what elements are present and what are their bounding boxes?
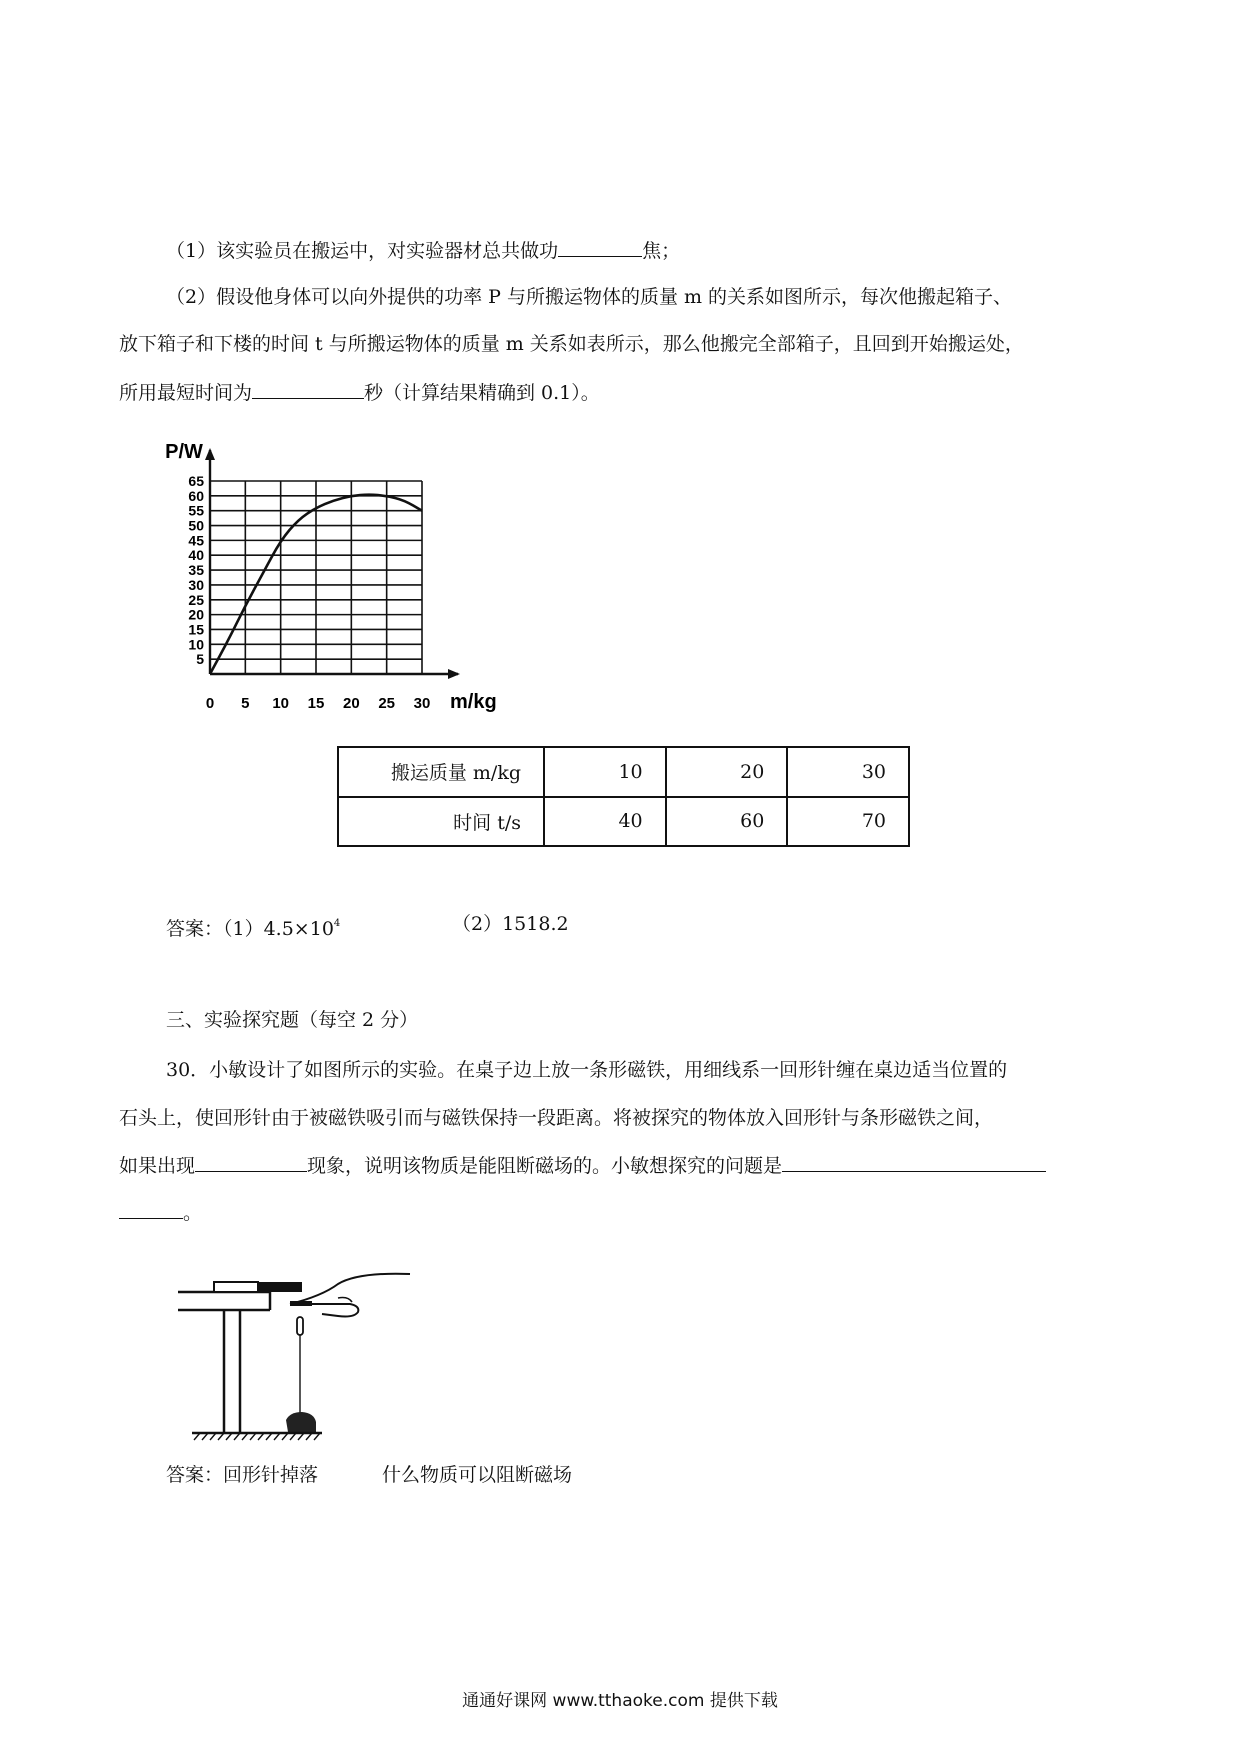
q30-line3 xyxy=(119,1153,1046,1178)
q30-line3-prefix: 如果出现 xyxy=(119,1155,196,1177)
x-tick-label: 0 xyxy=(205,695,215,712)
q30-line2: 石头上，使回形针由于被磁铁吸引而与磁铁保持一段距离。将被探究的物体放入回形针与条形磁铁之间， xyxy=(119,1107,994,1129)
mass-time-table xyxy=(337,746,910,847)
answer-1-part2: （2）1518.2 xyxy=(452,913,569,935)
answer-1-exponent: 4 xyxy=(333,918,341,929)
q30-line4-suffix: 。 xyxy=(183,1202,203,1224)
y-tick-label: 50 xyxy=(188,517,204,534)
y-tick-label: 30 xyxy=(188,576,204,593)
table-cell: 20 xyxy=(666,747,788,797)
y-tick-label: 40 xyxy=(188,547,204,564)
y-tick-label: 45 xyxy=(188,532,204,549)
q2-line3-suffix: 秒（计算结果精确到 0.1）。 xyxy=(364,382,600,404)
q30-line1: 30．小敏设计了如图所示的实验。在桌子边上放一条形磁铁，用细线系一回形针缠在桌边适当位置的 xyxy=(166,1059,1008,1081)
y-tick-label: 35 xyxy=(188,562,204,579)
answer-2-part2: 什么物质可以阻断磁场 xyxy=(382,1464,573,1486)
y-tick-label: 5 xyxy=(196,651,204,668)
q30-line4 xyxy=(119,1200,202,1225)
paper-clip xyxy=(297,1317,303,1335)
answer-1 xyxy=(166,912,340,941)
q30-blank-question[interactable] xyxy=(782,1153,1046,1172)
magnet-experiment-figure xyxy=(172,1262,422,1442)
q30-line3-mid: 现象，说明该物质是能阻断磁场的。小敏想探究的问题是 xyxy=(307,1155,783,1177)
q1-suffix: 焦； xyxy=(642,240,681,262)
q1-line xyxy=(166,238,680,263)
footer-text: 通通好课网 www.tthaoke.com 提供下载 xyxy=(462,1691,778,1711)
x-tick-label: 10 xyxy=(272,695,290,712)
q2-line2: 放下箱子和下楼的时间 t 与所搬运物体的质量 m 关系如表所示，那么他搬完全部箱子，且回到开始搬运处， xyxy=(119,333,1024,355)
chart-grid xyxy=(210,481,422,674)
table-header-time: 时间 t/s xyxy=(338,797,544,847)
y-tick-label: 25 xyxy=(188,591,204,608)
q2-line1: （2）假设他身体可以向外提供的功率 P 与所搬运物体的质量 m 的关系如图所示，每次他搬起箱子、 xyxy=(166,286,1013,308)
q2-line3-prefix: 所用最短时间为 xyxy=(119,382,253,404)
table-cell: 40 xyxy=(544,797,666,847)
table-cell: 30 xyxy=(787,747,909,797)
x-axis-arrow xyxy=(448,669,460,679)
q2-answer-blank[interactable] xyxy=(252,380,364,399)
stone xyxy=(286,1412,316,1432)
q30-blank-phenomenon[interactable] xyxy=(195,1153,307,1172)
y-axis-arrow xyxy=(205,448,215,460)
x-tick-label: 20 xyxy=(342,695,360,712)
chart-ticks xyxy=(188,473,430,712)
y-tick-label: 15 xyxy=(188,621,204,638)
y-tick-label: 65 xyxy=(188,473,204,489)
table-cell: 60 xyxy=(666,797,788,847)
x-tick-label: 15 xyxy=(307,695,325,712)
power-mass-chart xyxy=(150,436,500,726)
table-row xyxy=(338,747,909,797)
q1-answer-blank[interactable] xyxy=(558,238,642,257)
table-cell: 70 xyxy=(787,797,909,847)
x-tick-label: 25 xyxy=(378,695,396,712)
q1-prefix: （1）该实验员在搬运中，对实验器材总共做功 xyxy=(166,240,559,262)
y-tick-label: 10 xyxy=(188,636,204,653)
table-row xyxy=(338,797,909,847)
section-3-title: 三、实验探究题（每空 2 分） xyxy=(166,1009,419,1031)
bar-magnet xyxy=(214,1282,258,1292)
q30-blank-question-cont[interactable] xyxy=(119,1200,183,1219)
table-header-mass: 搬运质量 m/kg xyxy=(338,747,544,797)
x-tick-label: 5 xyxy=(241,695,250,712)
table-cell: 10 xyxy=(544,747,666,797)
y-tick-label: 60 xyxy=(188,487,204,504)
answer-1-part1: 答案：（1）4.5×10 xyxy=(166,918,334,940)
y-axis-label: P/W xyxy=(165,441,203,463)
x-axis-label: m/kg xyxy=(450,691,497,713)
y-tick-label: 20 xyxy=(188,606,204,623)
y-tick-label: 55 xyxy=(188,502,204,519)
answer-2-part1: 答案：回形针掉落 xyxy=(166,1464,319,1486)
hand-icon xyxy=(290,1274,410,1317)
q2-line3 xyxy=(119,380,600,405)
x-tick-label: 30 xyxy=(413,695,431,712)
